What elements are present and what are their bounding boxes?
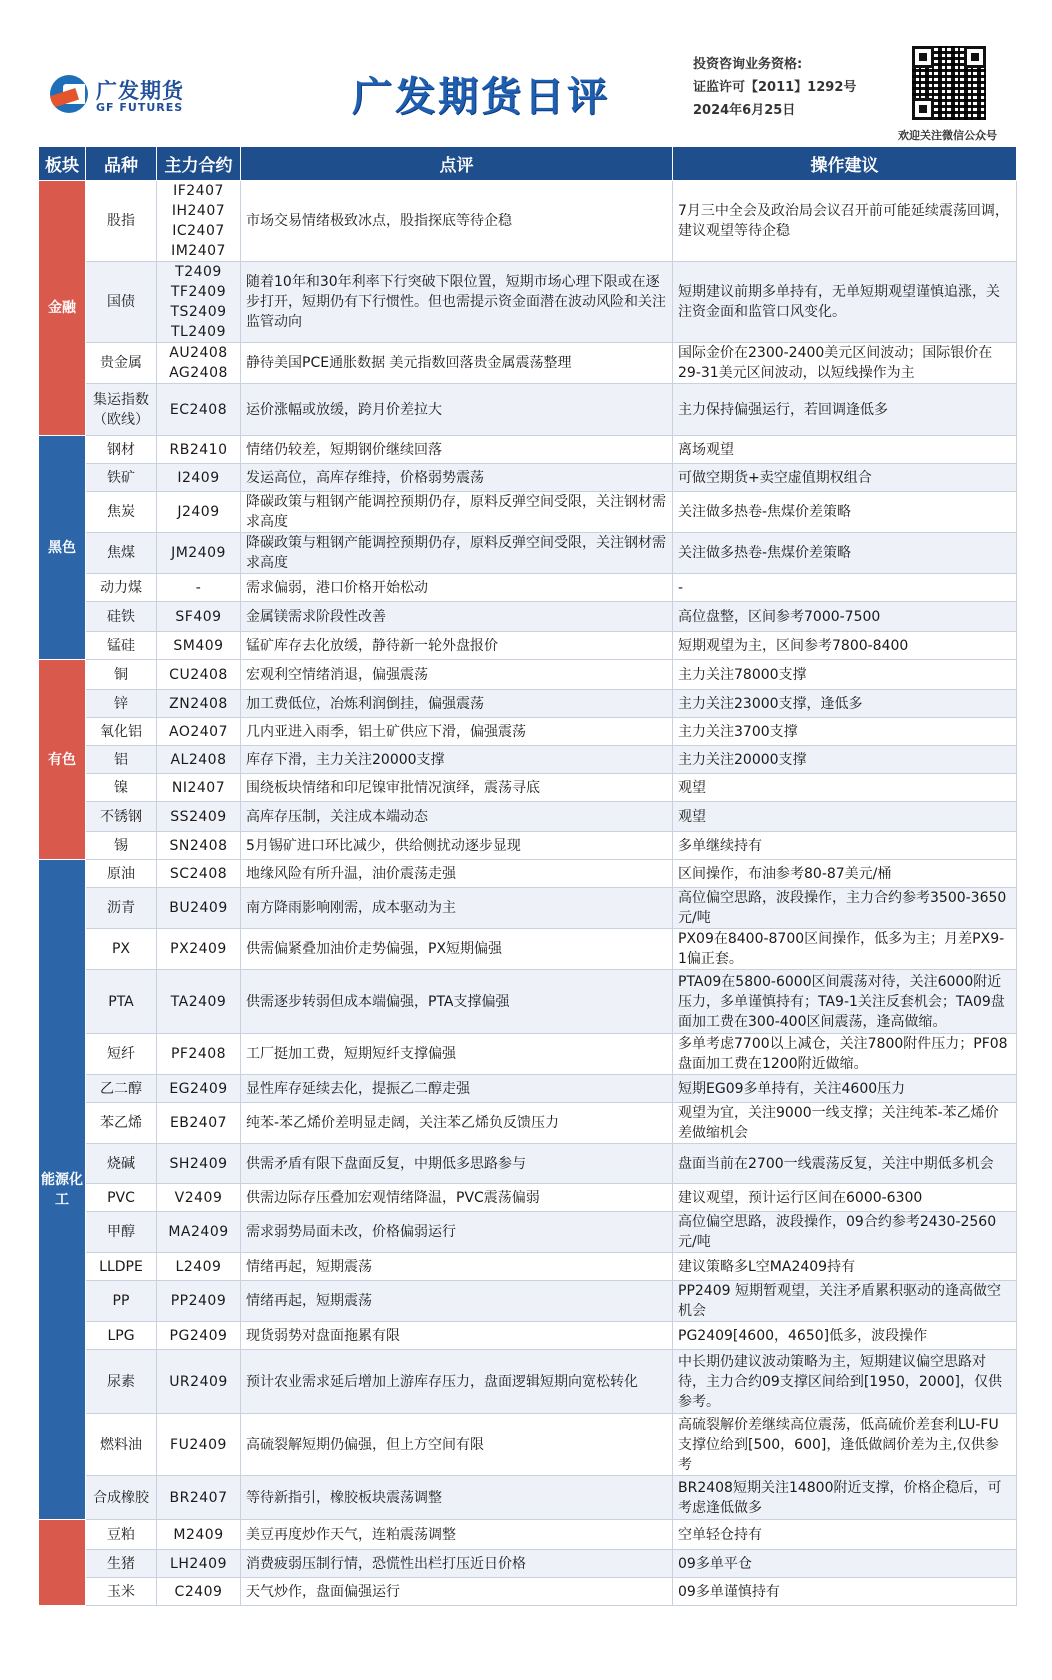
advice-cell: 短期建议前期多单持有，无单短期观望谨慎追涨，关注资金面和监管口风变化。 [673, 262, 1017, 343]
contract-cell: T2409 TF2409 TS2409 TL2409 [157, 262, 241, 343]
advice-cell: 09多单谨慎持有 [673, 1578, 1017, 1606]
variety-cell: 生猪 [86, 1550, 157, 1578]
comment-cell: 随着10年和30年利率下行突破下限位置，短期市场心理下限或在逐步打开，短期仍有下行惯性。但也需提示资金面潜在波动风险和关注监管动向 [241, 262, 673, 343]
advice-cell: 高位偏空思路，波段操作，主力合约参考3500-3650元/吨 [673, 888, 1017, 929]
comment-cell: 运价涨幅或放缓，跨月价差拉大 [241, 384, 673, 436]
table-row [39, 802, 1017, 832]
variety-cell: 钢材 [86, 436, 157, 464]
variety-cell: 股指 [86, 181, 157, 262]
contract-cell: IF2407 IH2407 IC2407 IM2407 [157, 181, 241, 262]
comment-cell: 地缘风险有所升温，油价震荡走强 [241, 860, 673, 888]
contract-cell: FU2409 [157, 1414, 241, 1476]
variety-cell: PP [86, 1281, 157, 1322]
advice-cell: 多单继续持有 [673, 832, 1017, 860]
comment-cell: 供需偏紧叠加油价走势偏强，PX短期偏强 [241, 929, 673, 970]
advice-cell: PG2409[4600，4650]低多，波段操作 [673, 1322, 1017, 1350]
contract-cell: SF409 [157, 602, 241, 632]
variety-cell: 甲醇 [86, 1212, 157, 1253]
variety-cell: 铜 [86, 660, 157, 690]
table-row [39, 574, 1017, 602]
table-row [39, 929, 1017, 970]
contract-cell: PG2409 [157, 1322, 241, 1350]
advice-cell: 主力关注78000支撑 [673, 660, 1017, 690]
sector-cell [39, 1520, 86, 1606]
advice-cell: 可做空期货+卖空虚值期权组合 [673, 464, 1017, 492]
comment-cell: 降碳政策与粗钢产能调控预期仍存，原料反弹空间受限，关注钢材需求高度 [241, 492, 673, 533]
variety-cell: 贵金属 [86, 343, 157, 384]
comment-cell: 消费疲弱压制行情，恐慌性出栏打压近日价格 [241, 1550, 673, 1578]
advice-cell: 短期观望为主，区间参考7800-8400 [673, 632, 1017, 660]
table-row [39, 860, 1017, 888]
column-header-advice: 操作建议 [673, 147, 1017, 181]
variety-cell: 尿素 [86, 1350, 157, 1414]
comment-cell: 情绪仍较差，短期钢价继续回落 [241, 436, 673, 464]
comment-cell: 几内亚进入雨季，铝土矿供应下滑，偏强震荡 [241, 718, 673, 746]
table-row [39, 1550, 1017, 1578]
table-row [39, 690, 1017, 718]
advice-cell: 观望 [673, 802, 1017, 832]
advice-cell: 主力关注20000支撑 [673, 746, 1017, 774]
contract-cell: MA2409 [157, 1212, 241, 1253]
table-row [39, 1184, 1017, 1212]
table-row [39, 464, 1017, 492]
table-row [39, 533, 1017, 574]
variety-cell: 玉米 [86, 1578, 157, 1606]
table-row [39, 1520, 1017, 1550]
variety-cell: LPG [86, 1322, 157, 1350]
comment-cell: 天气炒作，盘面偏强运行 [241, 1578, 673, 1606]
license-info [693, 53, 856, 122]
comment-cell: 高硫裂解短期仍偏强，但上方空间有限 [241, 1414, 673, 1476]
table-row [39, 384, 1017, 436]
contract-cell: - [157, 574, 241, 602]
comment-cell: 降碳政策与粗钢产能调控预期仍存，原料反弹空间受限，关注钢材需求高度 [241, 533, 673, 574]
comment-cell: 库存下滑，主力关注20000支撑 [241, 746, 673, 774]
comment-cell: 市场交易情绪极致冰点，股指探底等待企稳 [241, 181, 673, 262]
comment-cell: 情绪再起，短期震荡 [241, 1281, 673, 1322]
advice-cell: 关注做多热卷-焦煤价差策略 [673, 533, 1017, 574]
advice-cell: 关注做多热卷-焦煤价差策略 [673, 492, 1017, 533]
contract-cell: SS2409 [157, 802, 241, 832]
comment-cell: 供需边际存压叠加宏观情绪降温，PVC震荡偏弱 [241, 1184, 673, 1212]
advice-cell: PX09在8400-8700区间操作，低多为主；月差PX9-1偏正套。 [673, 929, 1017, 970]
comment-cell: 需求偏弱，港口价格开始松动 [241, 574, 673, 602]
license-number: 证监许可【2011】1292号 [693, 80, 857, 95]
variety-cell: 铁矿 [86, 464, 157, 492]
contract-cell: NI2407 [157, 774, 241, 802]
contract-cell: TA2409 [157, 970, 241, 1034]
contract-cell: M2409 [157, 1520, 241, 1550]
table-body [39, 181, 1017, 1606]
variety-cell: 锰硅 [86, 632, 157, 660]
sector-cell: 能源化工 [39, 860, 86, 1520]
variety-cell: 原油 [86, 860, 157, 888]
contract-cell: I2409 [157, 464, 241, 492]
contract-cell: AO2407 [157, 718, 241, 746]
page-title: 广发期货日评 [352, 74, 610, 120]
comment-cell: 供需矛盾有限下盘面反复，中期低多思路参与 [241, 1144, 673, 1184]
contract-cell: SN2408 [157, 832, 241, 860]
contract-cell: EG2409 [157, 1075, 241, 1103]
comment-cell: 高库存压制，关注成本端动态 [241, 802, 673, 832]
contract-cell: RB2410 [157, 436, 241, 464]
variety-cell: LLDPE [86, 1253, 157, 1281]
comment-cell: 现货弱势对盘面拖累有限 [241, 1322, 673, 1350]
variety-cell: 锌 [86, 690, 157, 718]
advice-cell: 高硫裂解价差继续高位震荡，低高硫价差套利LU-FU支撑位给到[500，600]，逢低做阔价差为主,仅供参考 [673, 1414, 1017, 1476]
comment-cell: 需求弱势局面未改，价格偏弱运行 [241, 1212, 673, 1253]
variety-cell: 铝 [86, 746, 157, 774]
comment-cell: 宏观利空情绪消退，偏强震荡 [241, 660, 673, 690]
comment-cell: 金属镁需求阶段性改善 [241, 602, 673, 632]
variety-cell: 国债 [86, 262, 157, 343]
advice-cell: PP2409 短期暂观望，关注矛盾累积驱动的逢高做空机会 [673, 1281, 1017, 1322]
advice-cell: BR2408短期关注14800附近支撑，价格企稳后，可考虑逢低做多 [673, 1476, 1017, 1520]
contract-cell: BR2407 [157, 1476, 241, 1520]
logo-chinese-name: 广发期货 [96, 79, 184, 103]
contract-cell: JM2409 [157, 533, 241, 574]
advice-cell: 短期EG09多单持有，关注4600压力 [673, 1075, 1017, 1103]
contract-cell: AU2408 AG2408 [157, 343, 241, 384]
column-header-comment: 点评 [241, 147, 673, 181]
variety-cell: PX [86, 929, 157, 970]
advice-cell: 7月三中全会及政治局会议召开前可能延续震荡回调，建议观望等待企稳 [673, 181, 1017, 262]
comment-cell: 美豆再度炒作天气，连粕震荡调整 [241, 1520, 673, 1550]
variety-cell: 燃料油 [86, 1414, 157, 1476]
sector-cell: 金融 [39, 181, 86, 436]
table-row [39, 492, 1017, 533]
contract-cell: C2409 [157, 1578, 241, 1606]
table-row [39, 632, 1017, 660]
variety-cell: 合成橡胶 [86, 1476, 157, 1520]
advice-cell: 主力关注3700支撑 [673, 718, 1017, 746]
gf-futures-logo [50, 75, 200, 120]
variety-cell: 不锈钢 [86, 802, 157, 832]
table-row [39, 1476, 1017, 1520]
variety-cell: 烧碱 [86, 1144, 157, 1184]
advice-cell: 高位偏空思路，波段操作，09合约参考2430-2560元/吨 [673, 1212, 1017, 1253]
comment-cell: 发运高位，高库存维持，价格弱势震荡 [241, 464, 673, 492]
comment-cell: 预计农业需求延后增加上游库存压力，盘面逻辑短期向宽松转化 [241, 1350, 673, 1414]
advice-cell: 多单考虑7700以上减仓，关注7800附件压力；PF08盘面加工费在1200附近做缩。 [673, 1034, 1017, 1075]
logo-english-name: GF FUTURES [96, 101, 184, 114]
comment-cell: 等待新指引，橡胶板块震荡调整 [241, 1476, 673, 1520]
variety-cell: 动力煤 [86, 574, 157, 602]
contract-cell: ZN2408 [157, 690, 241, 718]
table-row [39, 1075, 1017, 1103]
column-header-sector: 板块 [39, 147, 86, 181]
variety-cell: 焦煤 [86, 533, 157, 574]
qr-caption: 欢迎关注微信公众号 [898, 129, 997, 142]
variety-cell: 豆粕 [86, 1520, 157, 1550]
comment-cell: 围绕板块情绪和印尼镍审批情况演绎，震荡寻底 [241, 774, 673, 802]
variety-cell: 焦炭 [86, 492, 157, 533]
table-row [39, 262, 1017, 343]
sector-cell: 有色 [39, 660, 86, 860]
advice-cell: 离场观望 [673, 436, 1017, 464]
comment-cell: 显性库存延续去化，提振乙二醇走强 [241, 1075, 673, 1103]
advice-cell: 区间操作，布油参考80-87美元/桶 [673, 860, 1017, 888]
comment-cell: 供需逐步转弱但成本端偏强，PTA支撑偏强 [241, 970, 673, 1034]
contract-cell: SH2409 [157, 1144, 241, 1184]
comment-cell: 工厂挺加工费，短期短纤支撑偏强 [241, 1034, 673, 1075]
contract-cell: LH2409 [157, 1550, 241, 1578]
contract-cell: BU2409 [157, 888, 241, 929]
comment-cell: 加工费低位，冶炼利润倒挂，偏强震荡 [241, 690, 673, 718]
advice-cell: PTA09在5800-6000区间震荡对待，关注6000附近压力，多单谨慎持有；TA9-1关注反套机会；TA09盘面加工费在300-400区间震荡，逢高做缩。 [673, 970, 1017, 1034]
contract-cell: J2409 [157, 492, 241, 533]
comment-cell: 情绪再起，短期震荡 [241, 1253, 673, 1281]
contract-cell: SM409 [157, 632, 241, 660]
qualification-label: 投资咨询业务资格: [693, 57, 803, 72]
advice-cell: 建议策略多L空MA2409持有 [673, 1253, 1017, 1281]
contract-cell: AL2408 [157, 746, 241, 774]
contract-cell: EC2408 [157, 384, 241, 436]
comment-cell: 5月锡矿进口环比减少，供给侧扰动逐步显现 [241, 832, 673, 860]
table-row [39, 1144, 1017, 1184]
table-row [39, 718, 1017, 746]
advice-cell: 主力关注23000支撑，逢低多 [673, 690, 1017, 718]
table-row [39, 343, 1017, 384]
advice-cell: 空单轻仓持有 [673, 1520, 1017, 1550]
advice-cell: - [673, 574, 1017, 602]
advice-cell: 09多单平仓 [673, 1550, 1017, 1578]
table-row [39, 970, 1017, 1034]
table-row [39, 1103, 1017, 1144]
table-row [39, 436, 1017, 464]
variety-cell: 镍 [86, 774, 157, 802]
report-header [0, 0, 1052, 145]
commentary-table [38, 146, 1017, 1606]
advice-cell: 主力保持偏强运行，若回调逢低多 [673, 384, 1017, 436]
contract-cell: UR2409 [157, 1350, 241, 1414]
variety-cell: 乙二醇 [86, 1075, 157, 1103]
table-row [39, 1350, 1017, 1414]
table-row [39, 1578, 1017, 1606]
table-row [39, 1281, 1017, 1322]
comment-cell: 锰矿库存去化放缓，静待新一轮外盘报价 [241, 632, 673, 660]
advice-cell: 高位盘整，区间参考7000-7500 [673, 602, 1017, 632]
advice-cell: 建议观望，预计运行区间在6000-6300 [673, 1184, 1017, 1212]
table-row [39, 1034, 1017, 1075]
contract-cell: V2409 [157, 1184, 241, 1212]
contract-cell: PX2409 [157, 929, 241, 970]
sector-cell: 黑色 [39, 436, 86, 660]
table-row [39, 181, 1017, 262]
table-row [39, 1414, 1017, 1476]
wechat-qr-code [912, 46, 986, 120]
comment-cell: 纯苯-苯乙烯价差明显走阔，关注苯乙烯负反馈压力 [241, 1103, 673, 1144]
table-row [39, 1212, 1017, 1253]
variety-cell: 硅铁 [86, 602, 157, 632]
contract-cell: PF2408 [157, 1034, 241, 1075]
variety-cell: 短纤 [86, 1034, 157, 1075]
table-row [39, 888, 1017, 929]
comment-cell: 静待美国PCE通胀数据 美元指数回落贵金属震荡整理 [241, 343, 673, 384]
comment-cell: 南方降雨影响刚需，成本驱动为主 [241, 888, 673, 929]
contract-cell: PP2409 [157, 1281, 241, 1322]
variety-cell: 苯乙烯 [86, 1103, 157, 1144]
table-row [39, 832, 1017, 860]
variety-cell: 氧化铝 [86, 718, 157, 746]
variety-cell: PTA [86, 970, 157, 1034]
column-header-contract: 主力合约 [157, 147, 241, 181]
contract-cell: CU2408 [157, 660, 241, 690]
variety-cell: 锡 [86, 832, 157, 860]
table-row [39, 1253, 1017, 1281]
contract-cell: SC2408 [157, 860, 241, 888]
variety-cell: PVC [86, 1184, 157, 1212]
table-header-row [39, 147, 1017, 181]
advice-cell: 中长期仍建议波动策略为主，短期建议偏空思路对待，主力合约09支撑区间给到[1950，2000]，仅供参考。 [673, 1350, 1017, 1414]
table-row [39, 660, 1017, 690]
advice-cell: 盘面当前在2700一线震荡反复，关注中期低多机会 [673, 1144, 1017, 1184]
advice-cell: 观望 [673, 774, 1017, 802]
gf-logo-icon [50, 75, 88, 113]
advice-cell: 国际金价在2300-2400美元区间波动；国际银价在29-31美元区间波动，以短线操作为主 [673, 343, 1017, 384]
table-row [39, 1322, 1017, 1350]
table-row [39, 746, 1017, 774]
contract-cell: L2409 [157, 1253, 241, 1281]
contract-cell: EB2407 [157, 1103, 241, 1144]
column-header-variety: 品种 [86, 147, 157, 181]
variety-cell: 集运指数（欧线） [86, 384, 157, 436]
report-date: 2024年6月25日 [693, 103, 796, 118]
table-row [39, 602, 1017, 632]
variety-cell: 沥青 [86, 888, 157, 929]
table-row [39, 774, 1017, 802]
advice-cell: 观望为宜，关注9000一线支撑；关注纯苯-苯乙烯价差做缩机会 [673, 1103, 1017, 1144]
